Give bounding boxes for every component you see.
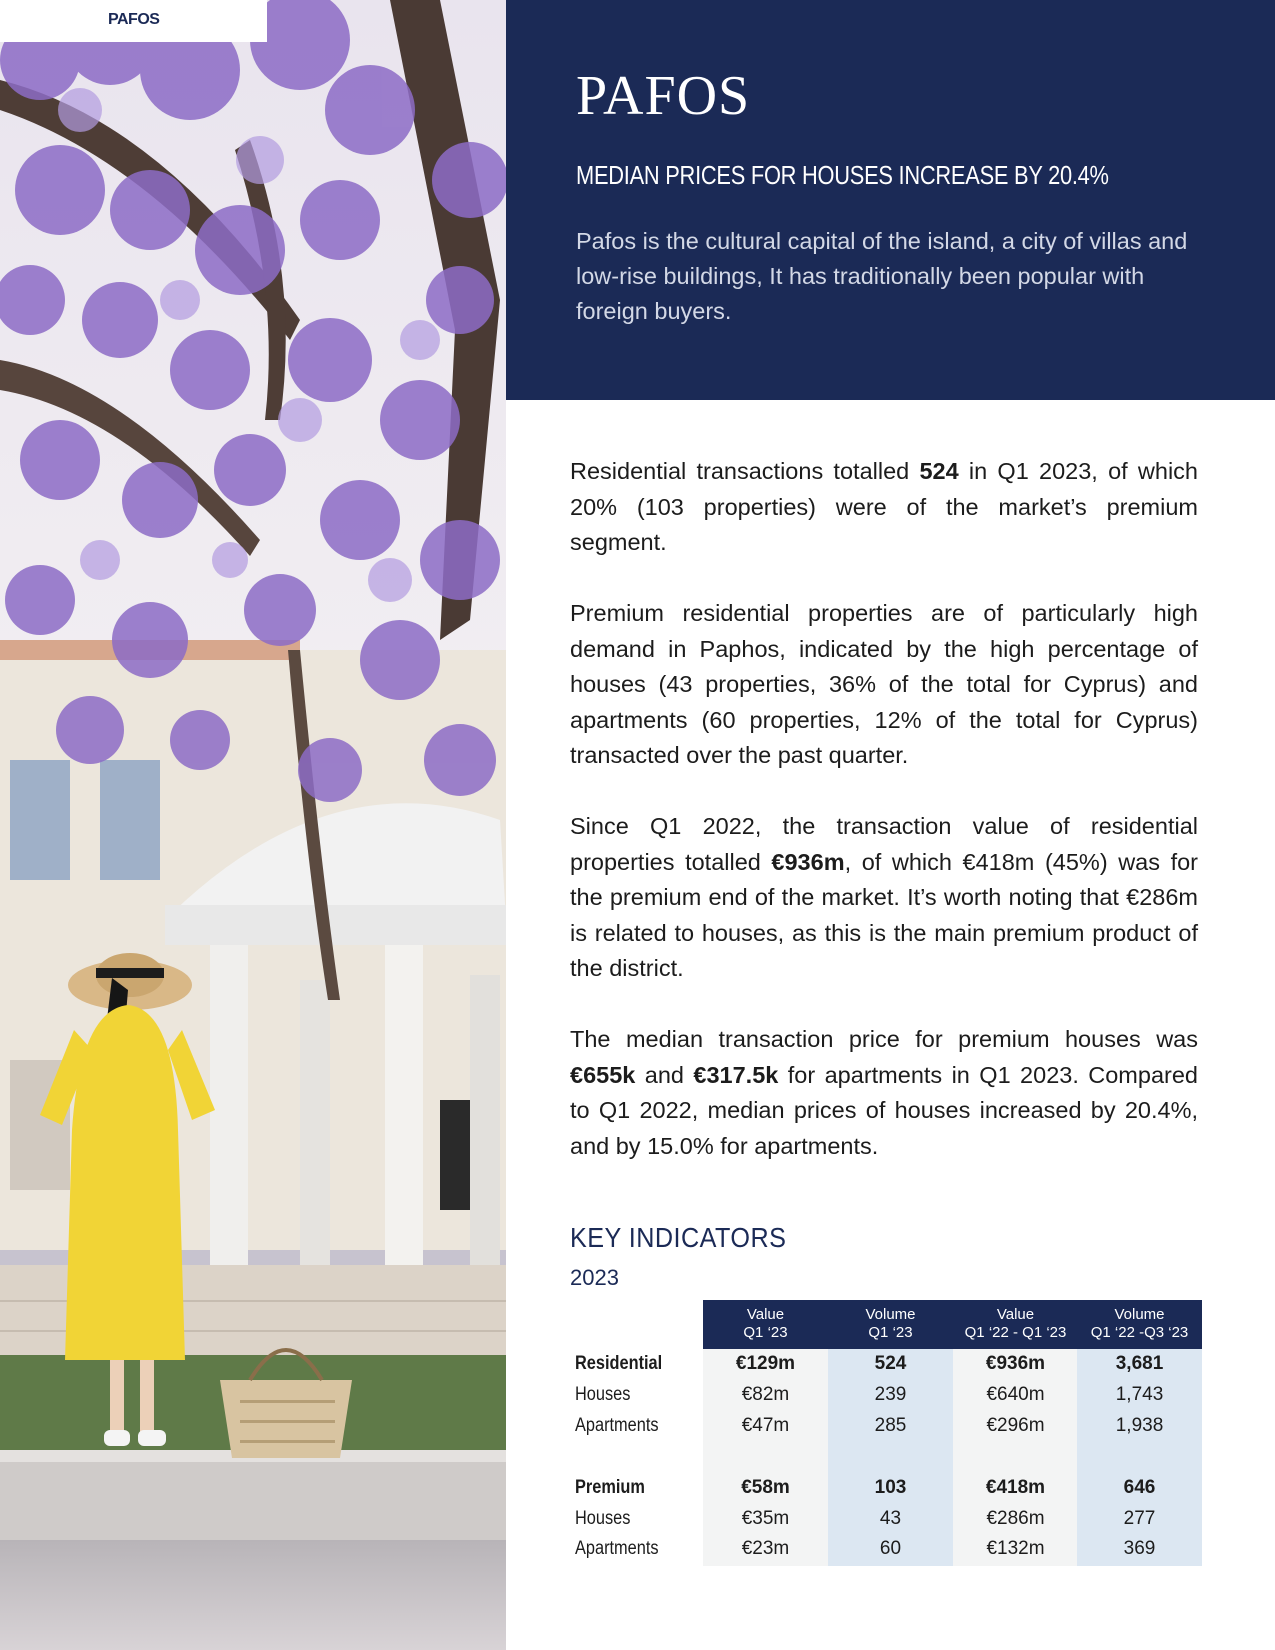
table-cell: 646 <box>1123 1477 1156 1498</box>
table-cell: €47m <box>741 1415 790 1436</box>
table-cell: 285 <box>874 1415 907 1436</box>
table-row-residential <box>575 1349 1202 1379</box>
table-cell: €286m <box>986 1508 1045 1529</box>
table-header-cell: Value Q1 ‘22 - Q1 ‘23 <box>964 1306 1067 1341</box>
row-label: Apartments <box>575 1415 659 1436</box>
row-label: Premium <box>575 1477 645 1498</box>
paragraph-median-price: The median transaction price for premium houses was €655k and €317.5k for apartments in Q1 2023. Compared to Q1 2022, median prices of houses increased by 20.4%, and by 15.0% for apartments. <box>570 1026 1198 1159</box>
table-row <box>575 1411 1202 1441</box>
row-label: Houses <box>575 1384 631 1405</box>
page-subtitle: MEDIAN PRICES FOR HOUSES INCREASE BY 20.4% <box>576 160 1109 190</box>
row-label: Residential <box>575 1353 663 1374</box>
table-cell: €640m <box>986 1384 1045 1405</box>
table-cell: €129m <box>735 1353 796 1374</box>
row-label: Apartments <box>575 1538 659 1559</box>
table-cell: €296m <box>986 1415 1045 1436</box>
table-row <box>575 1534 1202 1564</box>
table-cell: €23m <box>741 1538 790 1559</box>
table-header-cell: Volume Q1 ‘23 <box>865 1306 916 1341</box>
table-cell: 524 <box>874 1353 907 1374</box>
table-cell: 60 <box>879 1538 902 1559</box>
table-cell: €132m <box>986 1538 1045 1559</box>
row-label: Houses <box>575 1508 631 1529</box>
table-cell: 239 <box>874 1384 907 1405</box>
table-row-premium <box>575 1473 1202 1503</box>
table-row <box>575 1504 1202 1534</box>
table-row <box>575 1380 1202 1410</box>
table-cell: €58m <box>741 1477 790 1498</box>
intro-paragraph: Pafos is the cultural capital of the island, a city of villas and low-rise buildings, It has traditionally been popular with foreign buyers. <box>576 228 1188 324</box>
paragraph-premium-demand: Premium residential properties are of particularly high demand in Paphos, indicated by the high percentage of houses (43 properties, 36% of the total for Cyprus) and apartments (60 properties, 12% of the total for Cyprus) transacted over the past quarter. <box>570 600 1198 768</box>
page-section-tag-label: PAFOS <box>108 11 160 28</box>
table-cell: 103 <box>874 1477 907 1498</box>
table-cell: €35m <box>741 1508 790 1529</box>
page-section-tag <box>0 0 267 42</box>
key-indicators-year: 2023 <box>570 1265 619 1290</box>
table-cell: 1,938 <box>1115 1415 1164 1436</box>
paragraph-transactions: Residential transactions totalled 524 in Q1 2023, of which 20% (103 properties) were of the market’s premium segment. <box>570 458 1198 555</box>
header-block <box>506 0 1275 400</box>
table-cell: €418m <box>985 1477 1046 1498</box>
table-cell: €936m <box>985 1353 1046 1374</box>
key-indicators-title: KEY INDICATORS <box>570 1222 787 1253</box>
table-cell: 1,743 <box>1115 1384 1164 1405</box>
table-header-cell: Value Q1 ‘23 <box>743 1306 788 1341</box>
article-body <box>570 454 1198 1200</box>
table-cell: 277 <box>1123 1508 1156 1529</box>
table-cell: 3,681 <box>1115 1353 1164 1374</box>
photo-illustration <box>0 0 506 1650</box>
table-header-cell: Volume Q1 ‘22 -Q3 ‘23 <box>1090 1306 1189 1341</box>
page-title: PAFOS <box>576 65 751 127</box>
table-cell: 43 <box>879 1508 902 1529</box>
paragraph-transaction-value: Since Q1 2022, the transaction value of residential properties totalled €936m, of which €418m (45%) was for the premium end of the market. It’s worth noting that €286m is related to houses, as this is the main premium product of the district. <box>570 813 1198 981</box>
table-cell: €82m <box>741 1384 790 1405</box>
table-cell: 369 <box>1123 1538 1156 1559</box>
cover-photo <box>0 0 506 1650</box>
